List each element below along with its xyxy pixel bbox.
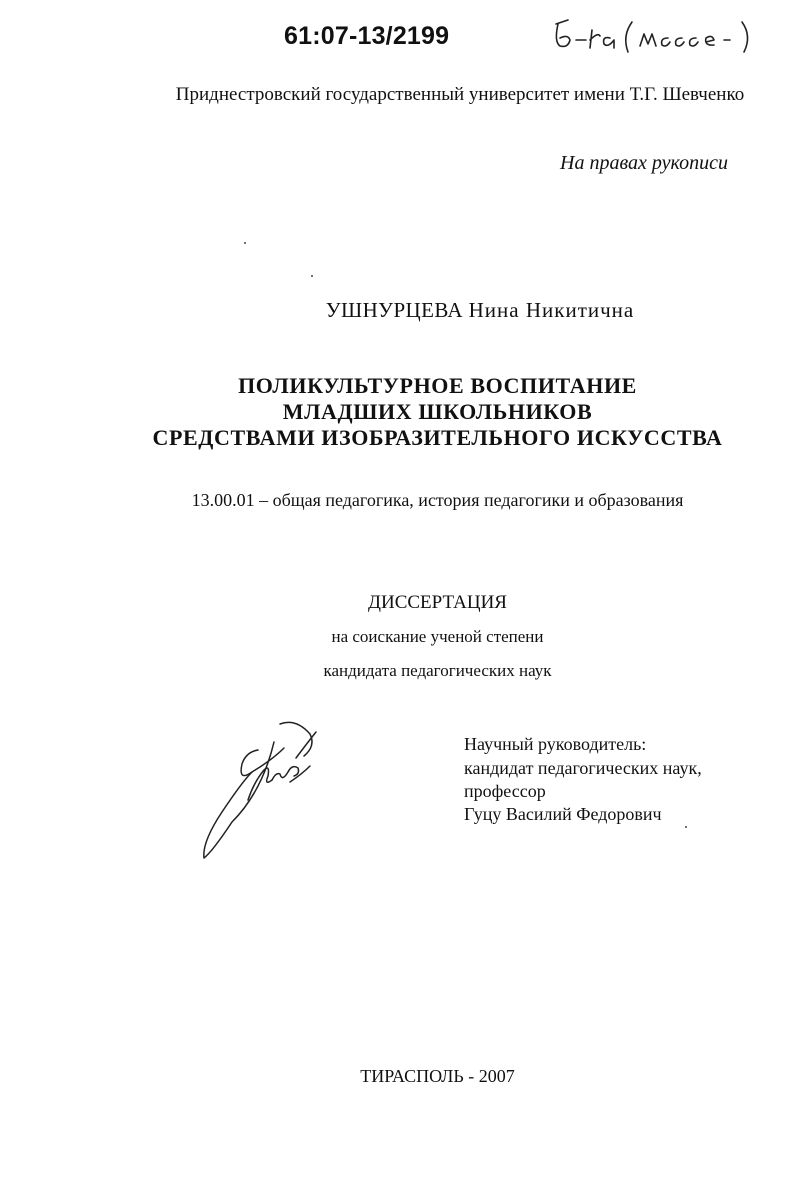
catalog-number: 61:07-13/2199 [284, 22, 450, 50]
place-and-year: ТИРАСПОЛЬ - 2007 [360, 1066, 515, 1086]
dissertation-title-line: ПОЛИКУЛЬТУРНОЕ ВОСПИТАНИЕ [238, 373, 637, 398]
author-surname: УШНУРЦЕВА [325, 298, 463, 322]
document-type: ДИССЕРТАЦИЯ [368, 592, 507, 613]
scan-speck [244, 242, 246, 244]
supervisor-title: профессор [464, 781, 546, 801]
university-name: Приднестровский государственный университет имени Т.Г. Шевченко [175, 84, 745, 105]
manuscript-rights-note: На правах рукописи [560, 152, 728, 174]
dissertation-title-line: СРЕДСТВАМИ ИЗОБРАЗИТЕЛЬНОГО ИСКУССТВА [152, 425, 723, 450]
scan-speck [685, 826, 687, 828]
supervisor-degree: кандидат педагогических наук, [464, 758, 702, 778]
specialty-code: 13.00.01 – общая педагогика, история педагогики и образования [191, 490, 684, 510]
degree-line: кандидата педагогических наук [323, 661, 552, 680]
scan-speck [311, 275, 313, 277]
handwritten-signature [192, 712, 332, 862]
supervisor-name: Гуцу Василий Федорович [464, 804, 662, 824]
author-given-names: Нина Никитична [468, 298, 635, 322]
handwritten-library-note [548, 12, 768, 62]
degree-line: на соискание ученой степени [331, 627, 544, 646]
supervisor-heading: Научный руководитель: [464, 734, 647, 754]
dissertation-title-line: МЛАДШИХ ШКОЛЬНИКОВ [282, 399, 593, 424]
author-name [160, 298, 795, 323]
